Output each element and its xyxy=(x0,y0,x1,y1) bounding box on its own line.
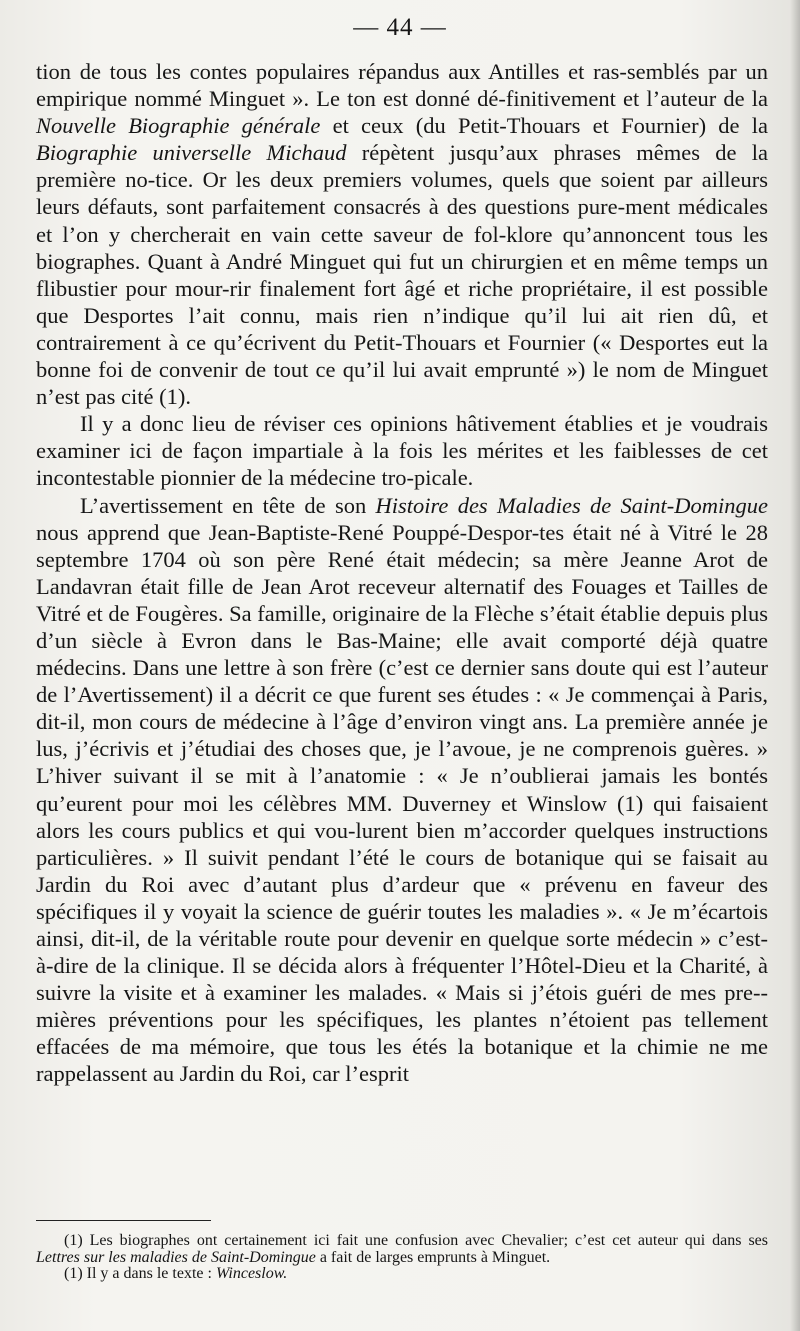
text-run: tion de tous les contes populaires répandus aux Antilles et ras-semblés par un empirique nommé Minguet ». Le ton est donné dé-finitivement et l’auteur de la xyxy=(36,59,768,112)
footnote-separator xyxy=(36,1220,211,1221)
text-run: (1) Il y a dans le texte : xyxy=(64,1265,216,1282)
text-run: (1) Les biographes ont certainement ici fait une confusion avec Chevalier; c’est cet auteur qui dans ses xyxy=(64,1232,768,1249)
footnotes xyxy=(36,1233,768,1283)
text-run-italic: Histoire des Maladies de Saint-Domingue xyxy=(375,492,768,518)
footnote xyxy=(36,1266,768,1283)
paragraph xyxy=(36,410,768,491)
text-run-italic: Winceslow. xyxy=(215,1265,288,1282)
text-run: nous apprend que Jean-Baptiste-René Pouppé-Despor-tes était né à Vitré le 28 septembre 1704 où son père René était médecin; sa mère Jeanne Arot de Landavran était fille de Jean Arot receveur alternatif des Fouages et Tailles de Vitré et de Fougères. Sa famille, originaire de la Flèche s’était établie depuis plus d’un siècle à Evron dans le Bas-Maine; elle avait comporté déjà quatre médecins. Dans une lettre à son frère (c’est ce dernier sans doute qui est l’auteur de l’Avertissement) il a décrit ce que furent ses études : « Je commençai à Paris, dit-il, mon cours de médecine à l’âge d’environ vingt ans. La première année je lus, j’écrivis et j’étudiai des choses que, je l’avoue, je ne comprenois guères. » L’hiver suivant il se mit à l’anatomie : « Je n’oublierai jamais les bontés qu’eurent pour moi les célèbres MM. Duverney et Winslow (1) qui faisaient alors les cours publics et qui vou-lurent bien m’accorder quelques instructions particulières. » Il suivit pendant l’été le cours de botanique qui se faisait au Jardin du Roi avec d’autant plus d’ardeur que « prévenu en faveur des spécifiques il y voyait la science de guérir toutes les maladies ». « Je m’écartois ainsi, dit-il, de la véritable route pour devenir en quelque sorte médecin » c’est-à-dire de la clinique. Il se décida alors à fréquenter l’Hôtel-Dieu et la Charité, à suivre la visite et à examiner les malades. « Mais si j’étois guéri de mes pre-mières préventions pour les spécifiques, les plantes n’étoient pas tellement effacées de ma mémoire, que tous les étés la botanique et la chimie ne me rappelassent au Jardin du Roi, car l’esprit xyxy=(36,519,768,1087)
page-edge-shadow xyxy=(790,0,800,1331)
text-run: et ceux (du Petit-Thouars et Fournier) de la xyxy=(320,113,768,139)
footnote xyxy=(36,1233,768,1266)
text-run: a fait de larges emprunts à Minguet. xyxy=(315,1248,551,1266)
text-run: L’avertissement en tête de son xyxy=(80,492,376,518)
text-run-italic: Nouvelle Biographie générale xyxy=(36,113,321,139)
body-text xyxy=(36,58,768,1088)
paragraph xyxy=(36,58,768,410)
text-run-italic: Lettres sur les maladies de Saint-Domingue xyxy=(36,1248,316,1266)
text-run: Il y a donc lieu de réviser ces opinions hâtivement établies et je voudrais examiner ici de façon impartiale à la fois les mérites et les faiblesses de cet incontestable pionnier de la médecine tro-picale. xyxy=(36,411,768,491)
paragraph xyxy=(36,492,768,1088)
page-number: — 44 — xyxy=(353,14,447,41)
text-run-italic: Biographie universelle Michaud xyxy=(36,140,347,166)
text-run: répètent jusqu’aux phrases mêmes de la première no-tice. Or les deux premiers volumes, quels que soient par ailleurs leurs défauts, sont parfaitement consacrés à des questions pure-ment médicales et l’on y chercherait en vain cette saveur de fol-klore qu’annoncent tous les biographes. Quant à André Minguet qui fut un chirurgien et en même temps un flibustier pour mour-rir finalement fort âgé et riche propriétaire, il est possible que Desportes l’ait connu, mais rien n’indique qu’il lui ait rien dû, et contrairement à ce qu’écrivent du Petit-Thouars et Fournier (« Desportes eut la bonne foi de convenir de tout ce qu’il lui avait emprunté ») le nom de Minguet n’est pas cité (1). xyxy=(36,140,768,410)
